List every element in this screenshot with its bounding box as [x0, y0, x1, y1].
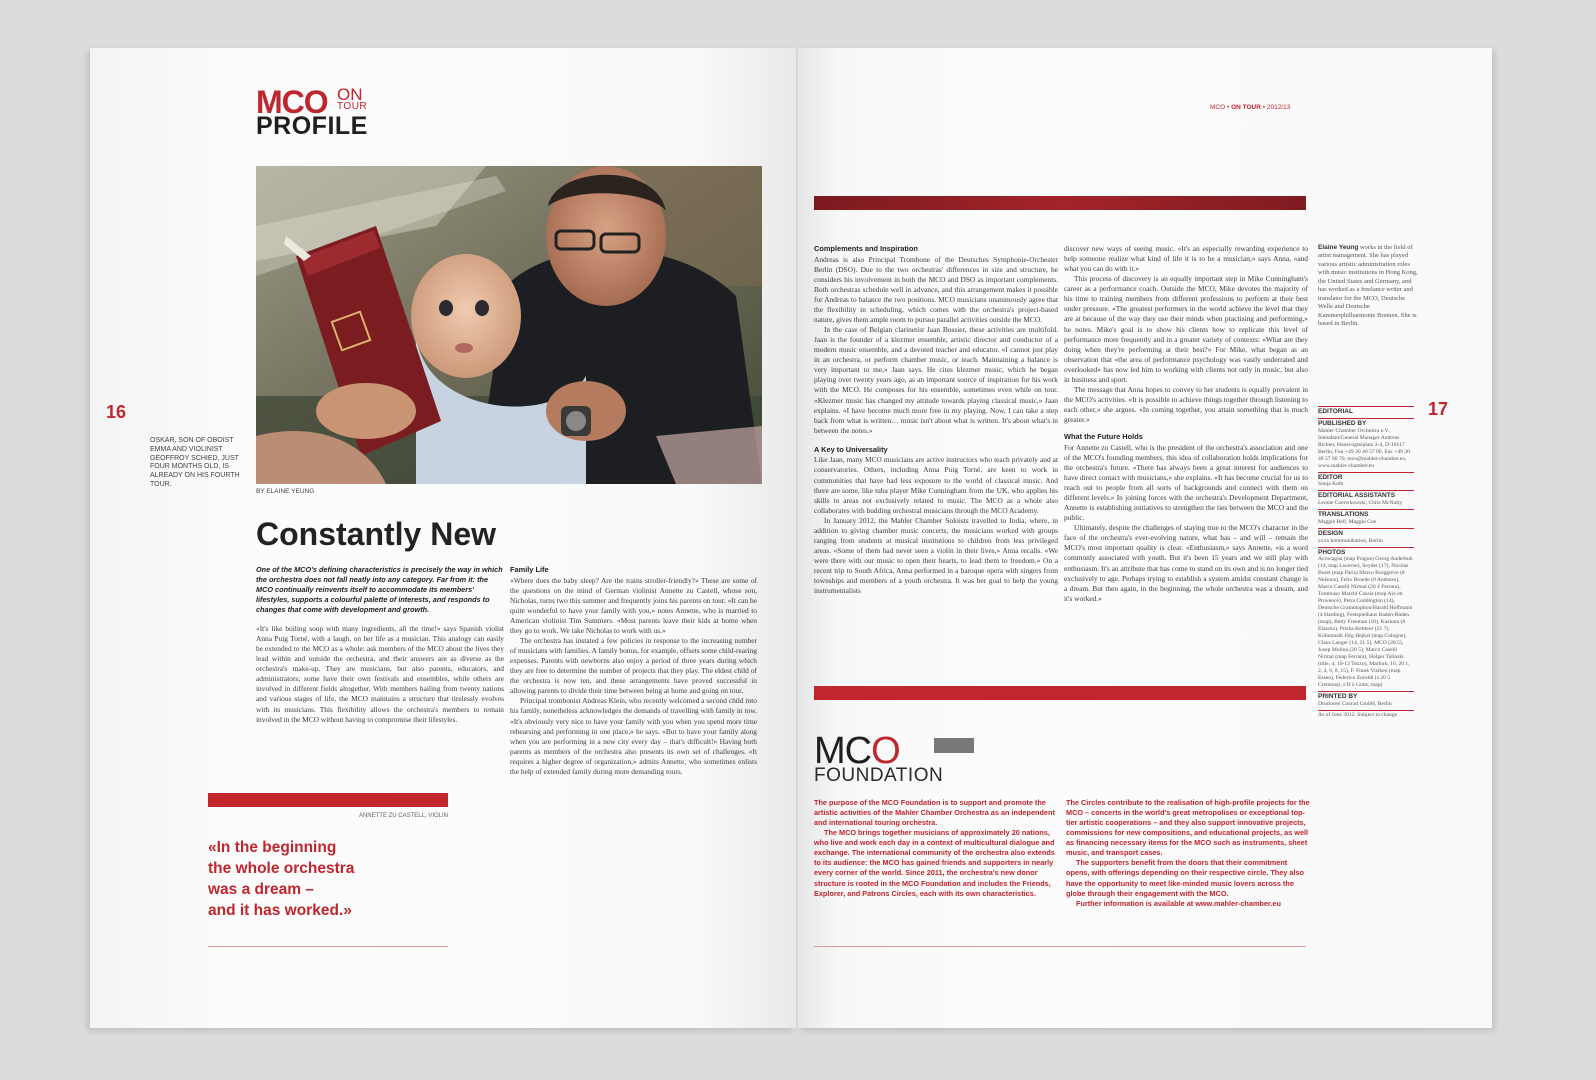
article-column-a — [814, 244, 1058, 596]
header-separator: • — [1226, 104, 1230, 111]
pull-quote-line: and it has worked.» — [208, 901, 352, 919]
father-baby-photo — [256, 166, 762, 484]
article-headline: Constantly New — [256, 516, 497, 552]
right-page — [798, 48, 1492, 1028]
colB-paragraph-5: Ultimately, despite the challenges of staying true to the MCO's character in the face of the orchestra's ever-evolving nature, what has – and will – remain the MCO's most important quality is clear. «Enthusiasm,» says Annette, «is a word commonly associated with youth. But it's been 15 years and we still play with enthusiasm. It's an attribute that has come to stand on its own and is no longer tied exclusively to age. Perhaps trying to establish a system amidst constant change is a dream. But then again, in the beginning, the whole orchestra was a dream, and it's worked.» — [1064, 523, 1308, 603]
article-column-2 — [510, 565, 757, 777]
credit-heading: EDITORIAL — [1318, 406, 1414, 416]
logo-mc: MC — [814, 730, 872, 772]
quote-credit: ANNETTE ZU CASTELL, VIOLIN — [358, 813, 448, 819]
quote-red-bar — [208, 793, 448, 807]
colA-paragraph-4: In January 2012, the Mahler Chamber Soloists travelled to India, where, in addition to giving chamber music concerts, the musicians worked with groups ranging from students at musical institutions to children from less privileged areas. «Some of them had never seen a violin in their lives,» Anna recalls. «We were there with our music to open their hearts, to lead them to freedom.» On a recent trip to South Africa, Anna performed in a baroque opera with singers from townships and members of a youth orchestra. It was her goal to help the young instrumentalists — [814, 515, 1058, 596]
article-column-b — [1064, 244, 1308, 604]
credit-text: Druckerei Conrad GmbH, Berlin — [1318, 700, 1392, 707]
credit-heading: DESIGN — [1318, 528, 1414, 538]
foundation-logo-text: FOUNDATION — [814, 765, 944, 786]
header-mco: MCO — [1210, 104, 1226, 111]
credit-heading: PHOTOS — [1318, 547, 1414, 557]
foundation-website: Further information is available at www.mahler-chamber.eu — [1076, 898, 1281, 908]
foundation-paragraph: The MCO brings together musicians of approximately 20 nations, who live and work each day in a context of multicultural dialogue and exchange. The international community of the orchestra also extends to its audience: the MCO has gained friends and supporters in nearly every corner of the world. Since 2011, the orchestra's new donor structure is rooted in the MCO Foundation and includes the Friends, Explorer, and Patrons Circles, each with its own characteristics. — [814, 828, 1055, 898]
photo-credit: BY ELAINE YEUNG — [256, 488, 315, 495]
masthead-mco: MCO — [256, 84, 328, 120]
editorial-credits — [1318, 404, 1414, 719]
credit-heading: PUBLISHED BY — [1318, 418, 1414, 428]
col2-paragraph-3: Principal trombonist Andreas Klein, who recently welcomed a second child into his family, nonetheless acknowledges the demands of travelling with family in tow. «It's obviously very nice to have your family with you when you spend more time rehearsing and performing in one place,» he says. «But to have your family along when you are performing in a new city every day – that's difficult!» Having both parents as members of the orchestra also presents its own set of challenges. «It requires a higher degree of organization,» admits Annette, who sometimes enlists the help of extended family during more demanding tours. — [510, 696, 757, 776]
masthead-tour: TOUR — [337, 101, 368, 113]
credit-heading: TRANSLATIONS — [1318, 509, 1414, 519]
header-issue: 2012/13 — [1266, 104, 1291, 111]
article-column-1 — [256, 624, 504, 725]
colA-paragraph-2: In the case of Belgian clarinetist Jaan Bossier, these activities are multifold. Jaan is the founder of a klezmer ensemble, artistic director and conductor of a modern music ensemble, and a devoted teacher and educator. «I cannot just play in an orchestra, or perform chamber music, or teach. Maintaining a balance is very important to me,» Jaan says. He cites klezmer music, which he began playing over twenty years ago, as an important source of inspiration for his work with the MCO. He composes for his ensemble, sometimes even while on tour. «Klezmer music has changed my attitude towards playing classical music,» Jaan explains. «I have become much more free in my playing. Now, I can take a step back from what is written… music isn't about what is written. It's about what's in between the notes.» — [814, 325, 1058, 435]
credit-text: As of June 2012. Subject to change — [1318, 711, 1398, 718]
pull-quote-line: was a dream – — [208, 880, 314, 898]
complements-heading: Complements and Inspiration — [814, 244, 918, 253]
credit-text: Mahler Chamber Orchestra e.V., Intendant/General Manager Andreas Richter, Hausvogteiplatz 3-4, D-10117 Berlin, Fon +49 30 40 57 00, Fax +49 30 40 57 00 70, mco@mahler-chamber.eu, www.mahler-chamber.eu — [1318, 427, 1410, 469]
bottom-rule-left — [208, 946, 448, 947]
foundation-paragraph: The Circles contribute to the realisation of high-profile projects for the MCO – concerts in the world's great metropolises or exceptional top-tier artistic cooperations – and they also support innovative projects, commissions for new compositions, and educational projects, as well as financing necessary items for the MCO such as instruments, sheet music, and transport cases. — [1066, 798, 1310, 858]
author-bio — [1318, 244, 1418, 328]
credit-text: Leonie Czerwkowski, Chris McNulty — [1318, 500, 1403, 507]
foundation-column-2 — [1066, 798, 1310, 909]
running-header — [1210, 104, 1290, 111]
masthead-on-tour — [337, 87, 367, 111]
credit-text: Acrocagua (map Prague) Georg Anderhub (14, map Lucerne), Seyder (17), Nicolas Borel (map Paris) Marco Borggreve (8 Nelsons), Felix Broede (8 Andsnes), Marco Caselli Nirmal (20 4 Ferrara), Tommaso Marchi Cassia (map Aix en Provence), Petra Coddington (14), Deutsche Grammophon/Harald Hoffmann (4 Harding), Festspielhaus Baden-Baden (map), Betty Freeman (10), Kaskara (8 Elsacks), Priska Ketterer (21 7), Kölnmusik Jörg Hejkal (map Cologne), Claus Langer (14, 21 5), MCO (20 5), Josep Molina (20 5), Marco Caselli Nirmal (map Ferrara), Holger Talinski (title, 4, 10-12 Tezzo), Marliuk, 16, 20 1, 2, 4, 6, 8, 15), F. Frank Visiken (map Essen), Federico Zoroldi (s 20 5 Cremona), s'D ö Gutts, map) — [1318, 556, 1413, 689]
foundation-red-bar — [814, 686, 1306, 700]
article-lead: One of the MCO's defining characteristics is precisely the way in which the orchestra does not fall neatly into any category. Far from it: the MCO continually reinvents itself to accommodate its members' lifestyles, supports a colourful palette of interests, and responds to changes that come with development and growth. — [256, 565, 503, 615]
colB-paragraph-2: This process of discovery is an equally important step in Mike Cunningham's career as a performance coach. Outside the MCO, Mike devotes the majority of his time to training members from different professions to perform at their best under pressure. «The greatest performers in the world achieve the level that they are at because of the way they use their minds when practising and performing,» he notes. Mike's goal is to show his clients how to replicate this level of performance more frequently and in a greater variety of contexts: «What are they doing when they're performing at their best?» For Mike, what began as an observation that «the area of performance psychology was vastly underrated and overlooked» has now led him to working with clients not only in music, but also in business and sport. — [1064, 274, 1308, 384]
left-page — [90, 48, 796, 1028]
credit-text: xxxx kommunikation, Berlin — [1318, 537, 1383, 544]
bottom-rule-right — [814, 946, 1306, 947]
colB-paragraph-3: The message that Anna hopes to convey to her students is equally prevalent in the MCO's activities. «It is possible to achieve things together through listening to each other,» she argues. «In coming together, you attain something that is much greater.» — [1064, 384, 1308, 425]
top-dark-bar — [814, 196, 1306, 210]
page-number-left: 16 — [106, 402, 127, 422]
col1-paragraph: «It's like boiling soup with many ingredients, all the time!» says Spanish violist Anna Puig Torné, with a laugh, on her life as a musician. This analogy can easily be extended to the MCO as a whole: ask members of the MCO about the lives they lead within and outside the orchestra, and their answers are as diverse as the orchestra's make-up. They are musicians, but also parents, educators, and administrators; some have their own festivals and ensembles, while others are involved in different fields altogether. With members hailing from twenty nations and various stages of life, the MCO maintains a structure that tirelessly evolves with its musicians. This flexibility allows the orchestra's members to remain involved in the MCO without having to compromise their lifestyles. — [256, 624, 504, 724]
masthead-profile: PROFILE — [256, 112, 368, 140]
universality-heading: A Key to Universality — [814, 444, 888, 454]
header-separator: • — [1262, 104, 1266, 111]
col2-paragraph-1: «Where does the baby sleep? Are the trains stroller-friendly?» These are some of the questions on the mind of German violinist Annette zu Castell, whose son, Nicholas, turns two this summer and frequently joins his parents on tour. «It can be quite wonderful to have your family with you,» notes Annette, who is married to American violinist Tim Summers. «Most parents leave their kids at home when they go to work. We take Nicholas to work with us.» — [510, 575, 757, 635]
pull-quote — [208, 838, 408, 922]
pull-quote-line: «In the beginning — [208, 839, 337, 856]
foundation-column-1 — [814, 798, 1058, 899]
colB-paragraph-4: For Annette zu Castell, who is the president of the orchestra's association and one of the MCO's founding members, this idea of collaboration holds implications for the orchestra's future. «There has always been a great interest for audiences to have direct contact with musicians,» she explains. «It has become crucial for us to reach out to people from all sorts of backgrounds and connect with them on different levels.» In joining forces with the orchestra's Development Department, Annette is establishing initiatives to strengthen the ties between the MCO and the public. — [1064, 442, 1308, 523]
credit-heading: PRINTED BY — [1318, 691, 1414, 701]
pull-quote-line: the whole orchestra — [208, 859, 355, 877]
colA-paragraph-1: Andreas is also Principal Trombone of the Deutsches Symphonie-Orchester Berlin (DSO). Due to the two orchestras' differences in size and structure, he considers his involvement in both the MCO and DSO as important complements. Both orchestras schedule well in advance, and this arrangement makes it possible for Andreas to balance the two positions. MCO musicians unanimously agree that the flexibility in scheduling, which comes with the orchestra's project-based nature, gives them ample room to pursue parallel activities outside the MCO. — [814, 254, 1058, 324]
page-number-right: 17 — [1428, 399, 1449, 419]
credit-heading: EDITOR — [1318, 472, 1414, 482]
photo-illustration — [256, 166, 762, 484]
photo-caption: OSKAR, SON OF OBOIST EMMA AND VIOLINIST GEOFFROY SCHIED, JUST FOUR MONTHS OLD, IS ALREADY ON HIS FOURTH TOUR. — [150, 437, 240, 488]
credit-text: Sonja Kolb — [1318, 481, 1344, 488]
bio-text: works in the field of artist management. She has played various artistic administration roles with music institutions in Hong Kong, the United States and Germany, and has worked as a freelance writer and translator for the MCO, Deutsche Welle and Deutsche Kammerphilharmonie Bremen. She is based in Berlin. — [1318, 244, 1418, 327]
header-on-tour: ON TOUR — [1231, 104, 1261, 111]
future-heading: What the Future Holds — [1064, 432, 1143, 442]
credit-heading: EDITORIAL ASSISTANTS — [1318, 490, 1414, 500]
colA-paragraph-3: Like Jaan, many MCO musicians are active instructors who teach privately and at conservatories. Others, including Anna Puig Torné, are keen to work in communities that have had less exposure to the world of classical music. And there are some, like tuba player Mike Cunningham from the UK, who applies his skills to areas not exclusively related to music. The MCO as a whole also collaborates with budding orchestral musicians through the MCO Academy. — [814, 455, 1058, 515]
col2-paragraph-2: The orchestra has instated a few policies in response to the increasing number of musicians with families. A family bonus, for example, offsets some child-rearing expenses. Parents with newborns also enjoy a period of three years during which they are free to determine the number of projects that they play. The eldest child of the orchestra is now ten, and these arrangements have proved successful in allowing parents to divide their time between being at home and going on tour. — [510, 636, 757, 696]
credit-text: Maggie Bell, Maggie Coe — [1318, 518, 1377, 525]
masthead-on: ON — [337, 85, 363, 104]
foundation-paragraph: The purpose of the MCO Foundation is to support and promote the artistic activities of the Mahler Chamber Orchestra as an independent and international touring orchestra. — [814, 798, 1055, 828]
bio-name: Elaine Yeung — [1318, 244, 1359, 251]
foundation-logo-bar — [934, 738, 974, 753]
foundation-paragraph: The supporters benefit from the doors that their commitment opens, with offerings depending on their respective circle. They also have the opportunity to meet like-minded music lovers across the globe through their engagement with the MCO. — [1066, 858, 1305, 898]
colB-paragraph-1: discover new ways of seeing music. «It's an especially rewarding experience to help someone realize what kind of life it is to be a musician,» says Anna, «and what you can do with it.» — [1064, 244, 1308, 274]
logo-o: O — [871, 730, 900, 772]
family-life-heading: Family Life — [510, 565, 549, 574]
